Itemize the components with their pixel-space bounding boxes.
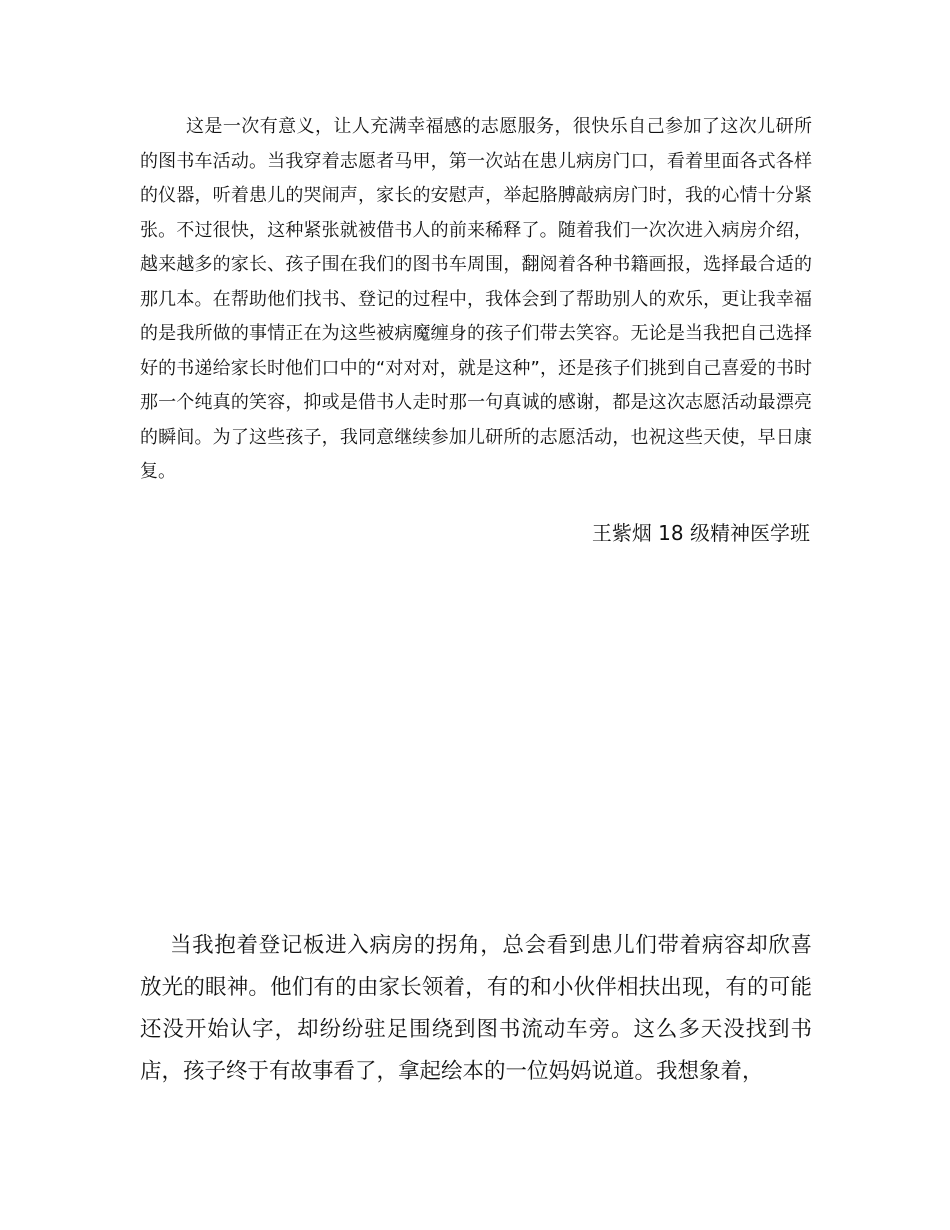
reflection-paragraph-2: 当我抱着登记板进入病房的拐角，总会看到患儿们带着病容却欣喜放光的眼神。他们有的由家长领着，有的和小伙伴相扶出现，有的可能还没开始认字，却纷纷驻足围绕到图书流动车旁。这么多天没找到书店，孩子终于有故事看了，拿起绘本的一位妈妈说道。我想象着， (140, 933, 812, 1084)
reflection-paragraph-1: 这是一次有意义，让人充满幸福感的志愿服务，很快乐自己参加了这次儿研所的图书车活动。当我穿着志愿者马甲，第一次站在患儿病房门口，看着里面各式各样的仪器，听着患儿的哭闹声，家长的安慰声，举起胳膊敲病房门时，我的心情十分紧张。不过很快，这种紧张就被借书人的前来稀释了。随着我们一次次进入病房介绍，越来越多的家长、孩子围在我们的图书车周围，翻阅着各种书籍画报，选择最合适的那几本。在帮助他们找书、登记的过程中，我体会到了帮助别人的欢乐，更让我幸福的是我所做的事情正在为这些被病魔缠身的孩子们带去笑容。无论是当我把自己选择好的书递给家长时他们口中的“对对对，就是这种”，还是孩子们挑到自己喜爱的书时那一个纯真的笑容，抑或是借书人走时那一句真诚的感谢，都是这次志愿活动最漂亮的瞬间。为了这些孩子，我同意继续参加儿研所的志愿活动，也祝这些天使，早日康复。 (140, 116, 812, 482)
author-signature: 王紫烟 18 级精神医学班 (591, 521, 810, 545)
